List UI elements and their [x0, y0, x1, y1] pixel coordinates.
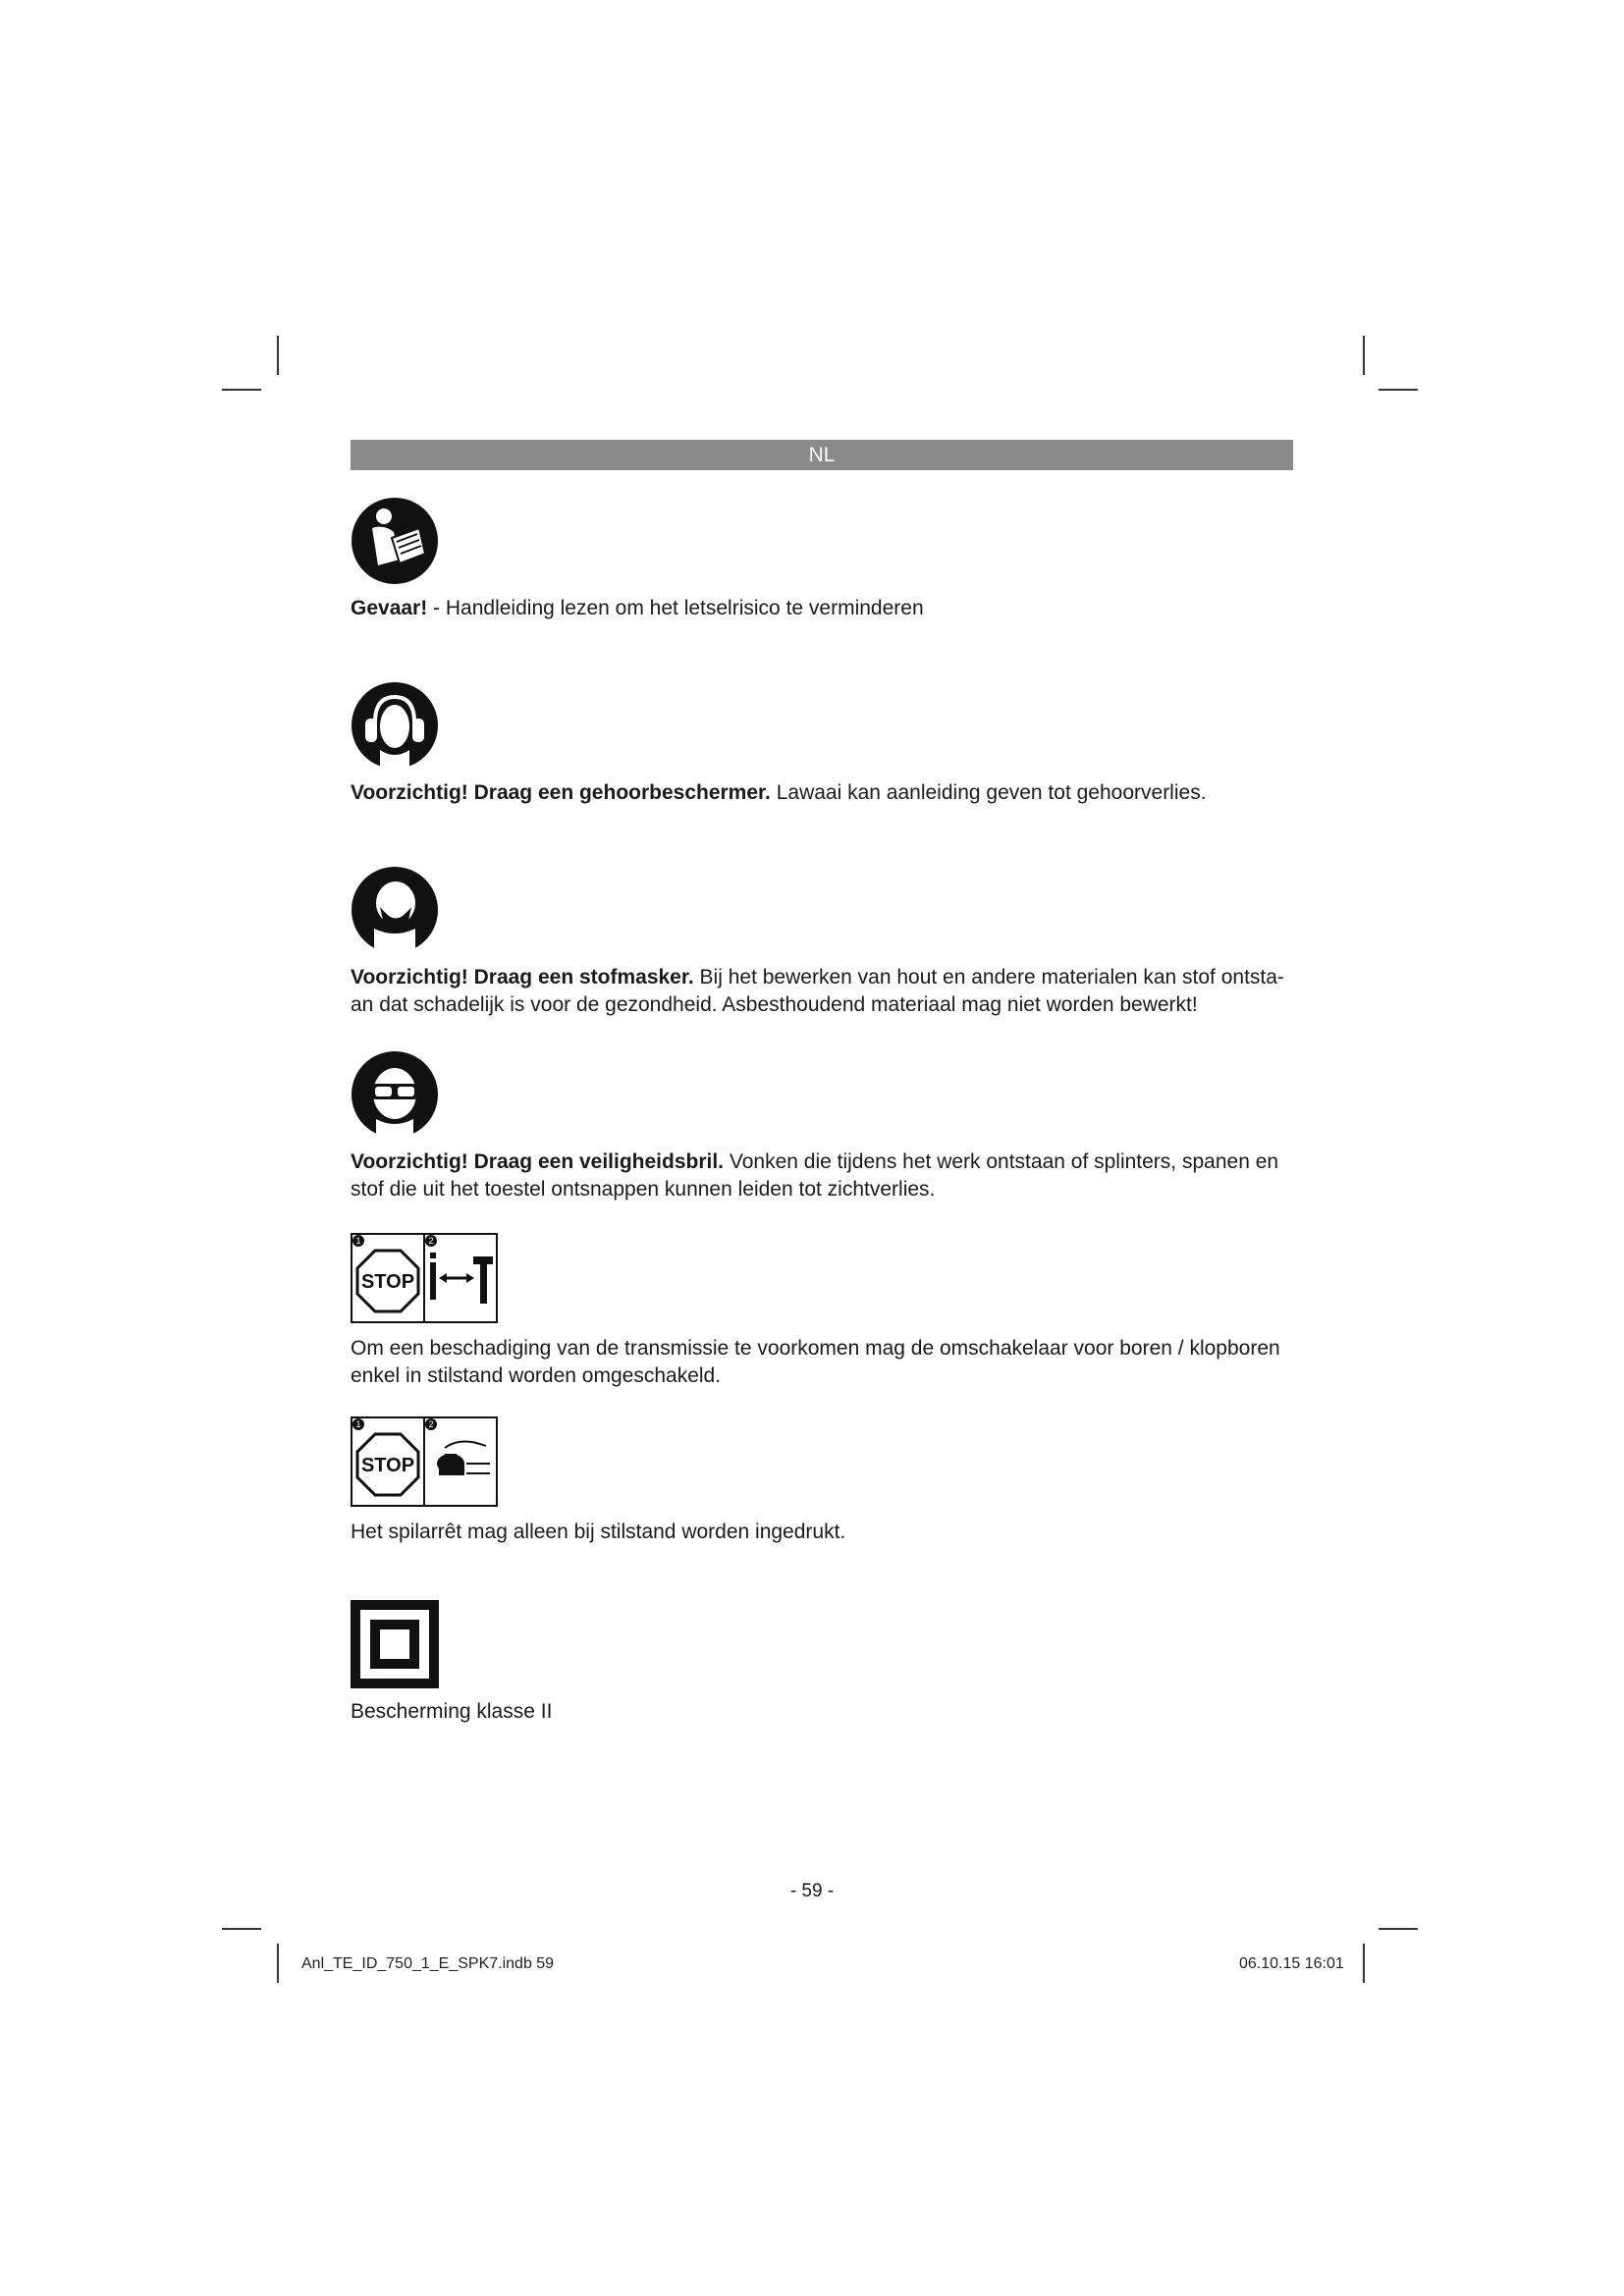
crop-mark — [222, 389, 261, 391]
read-manual-icon — [351, 497, 439, 585]
language-header: NL — [351, 440, 1293, 470]
file-name: Anl_TE_ID_750_1_E_SPK7.indb 59 — [301, 1955, 555, 1972]
stop-drill-hammer-icon — [351, 1233, 498, 1323]
crop-mark — [1379, 389, 1418, 391]
stop-label: STOP — [360, 1455, 415, 1476]
warning-label: Voorzichtig! Draag een gehoorbeschermer. — [351, 781, 771, 804]
instruction-text: Het spilarrêt mag alleen bij stilstand worden ingedrukt. — [351, 1521, 846, 1543]
crop-mark — [1363, 1944, 1365, 1983]
warning-text: Lawaai kan aanleiding geven tot gehoorverlies. — [770, 781, 1207, 804]
ear-protection-icon — [351, 681, 439, 770]
stop-label: STOP — [360, 1271, 415, 1293]
crop-mark — [1363, 336, 1365, 375]
safety-section — [351, 866, 1293, 1019]
crop-mark — [277, 1944, 279, 1983]
safety-section — [351, 1416, 1293, 1546]
safety-section — [351, 681, 1293, 807]
warning-text: Bij het bewerken van hout en andere materialen kan stof ontsta-an dat schadelijk is voor de gezondheid. Asbesthoudend materiaal mag niet worden bewerkt! — [351, 966, 1284, 1016]
warning-label: Voorzichtig! Draag een stofmasker. — [351, 966, 694, 988]
warning-text: Vonken die tijdens het werk ontstaan of splinters, spanen en stof die uit het toestel ontsnappen kunnen leiden tot zichtverlies. — [351, 1150, 1279, 1201]
safety-section — [351, 1050, 1293, 1203]
page-number: - 59 - — [789, 1881, 835, 1901]
protection-class-2-icon — [351, 1600, 439, 1688]
safety-section — [351, 1233, 1293, 1390]
safety-goggles-icon — [351, 1050, 439, 1139]
instruction-text: Bescherming klasse II — [351, 1700, 553, 1723]
step-number: 2 — [428, 1419, 434, 1429]
crop-mark — [277, 336, 279, 375]
print-timestamp: 06.10.15 16:01 — [1239, 1955, 1344, 1972]
warning-text: - Handleiding lezen om het letselrisico te verminderen — [427, 597, 924, 619]
crop-mark — [222, 1928, 261, 1930]
step-number: 1 — [355, 1419, 361, 1429]
warning-label: Gevaar! — [351, 597, 428, 619]
warning-label: Voorzichtig! Draag een veiligheidsbril. — [351, 1150, 725, 1173]
step-number: 1 — [355, 1236, 361, 1246]
crop-mark — [1379, 1928, 1418, 1930]
safety-section — [351, 497, 1293, 622]
instruction-text: Om een beschadiging van de transmissie te voorkomen mag de omschakelaar voor boren / klopboren enkel in stilstand worden omgeschakeld. — [351, 1337, 1280, 1387]
dust-mask-icon — [351, 866, 439, 954]
safety-section — [351, 1600, 1293, 1726]
stop-spindle-lock-icon — [351, 1416, 498, 1507]
step-number: 2 — [428, 1236, 434, 1246]
